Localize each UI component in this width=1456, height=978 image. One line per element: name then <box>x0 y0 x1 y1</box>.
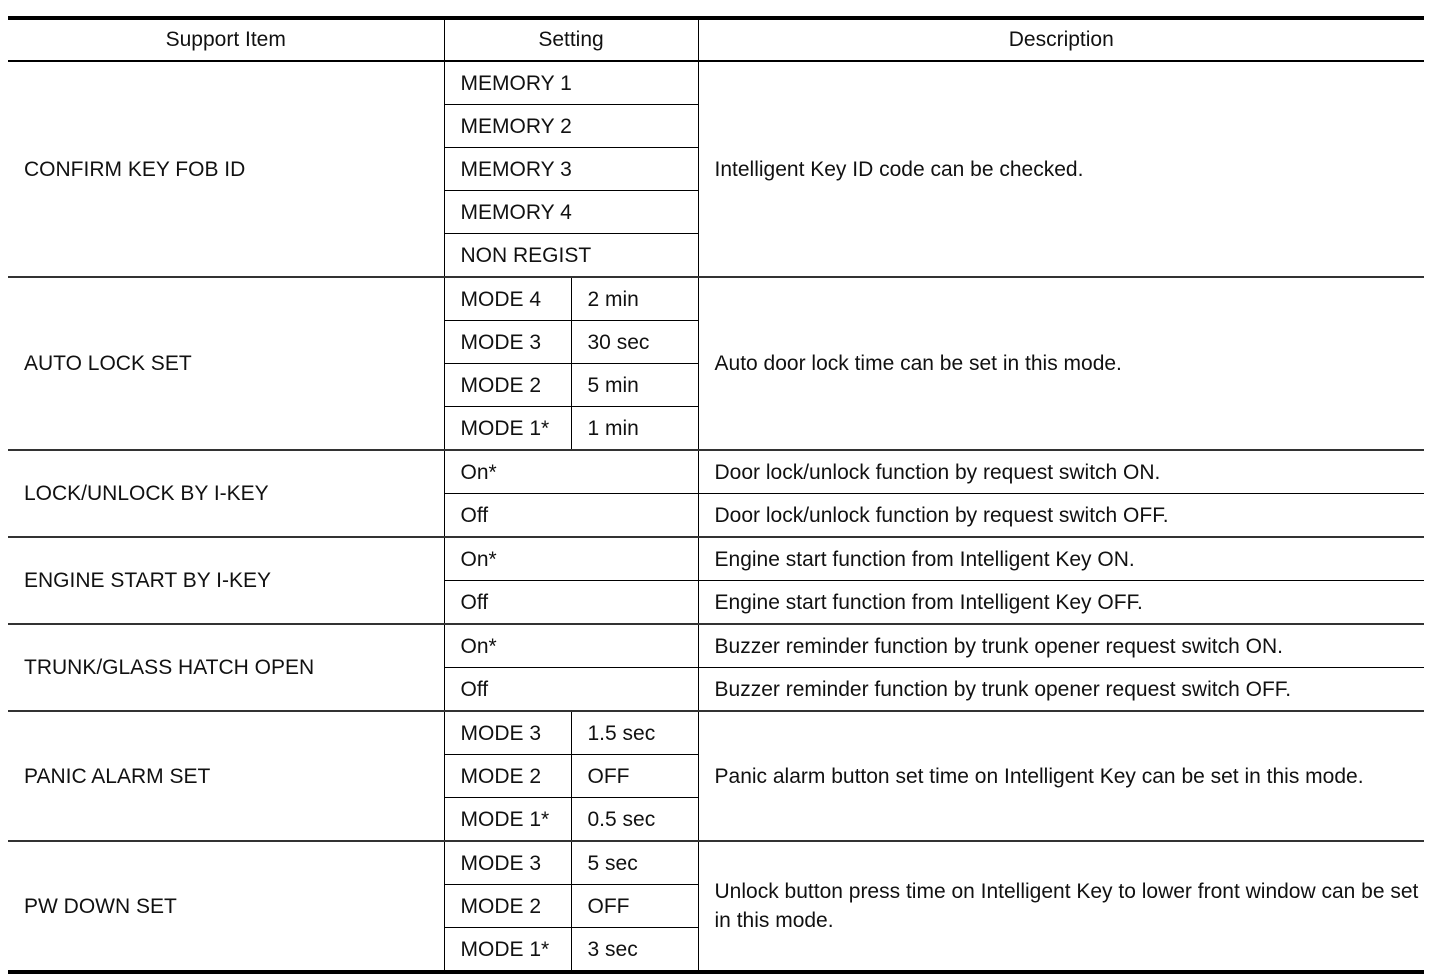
value-cell: 0.5 sec <box>571 798 698 842</box>
value-cell: OFF <box>571 885 698 928</box>
table-row <box>8 624 1424 668</box>
description-cell: Buzzer reminder function by trunk opener request switch ON. <box>698 624 1424 668</box>
description-cell: Door lock/unlock function by request switch ON. <box>698 450 1424 494</box>
mode-cell: MODE 2 <box>444 755 571 798</box>
mode-cell: MODE 3 <box>444 711 571 755</box>
setting-cell: MEMORY 1 <box>444 61 698 105</box>
description-cell: Engine start function from Intelligent Key OFF. <box>698 581 1424 625</box>
mode-cell: MODE 1* <box>444 798 571 842</box>
description-cell: Buzzer reminder function by trunk opener request switch OFF. <box>698 668 1424 712</box>
mode-cell: MODE 1* <box>444 928 571 973</box>
value-cell: 1.5 sec <box>571 711 698 755</box>
setting-cell: MEMORY 2 <box>444 105 698 148</box>
value-cell: 1 min <box>571 407 698 451</box>
setting-cell: Off <box>444 581 698 625</box>
table-row <box>8 537 1424 581</box>
mode-cell: MODE 3 <box>444 321 571 364</box>
mode-cell: MODE 2 <box>444 364 571 407</box>
setting-cell: On* <box>444 450 698 494</box>
table-row <box>8 711 1424 755</box>
header-description: Description <box>698 18 1424 61</box>
header-support-item: Support Item <box>8 18 444 61</box>
mode-cell: MODE 3 <box>444 841 571 885</box>
table-row <box>8 277 1424 321</box>
setting-cell: MEMORY 3 <box>444 148 698 191</box>
support-item-table <box>8 16 1424 974</box>
value-cell: 3 sec <box>571 928 698 973</box>
value-cell: 5 sec <box>571 841 698 885</box>
support-item-pw-down-set: PW DOWN SET <box>8 841 444 972</box>
setting-cell: On* <box>444 624 698 668</box>
table-row <box>8 450 1424 494</box>
description-cell: Panic alarm button set time on Intelligent Key can be set in this mode. <box>698 711 1424 841</box>
value-cell: OFF <box>571 755 698 798</box>
support-item-confirm-key-fob-id: CONFIRM KEY FOB ID <box>8 61 444 277</box>
description-cell: Door lock/unlock function by request switch OFF. <box>698 494 1424 538</box>
value-cell: 2 min <box>571 277 698 321</box>
table-row <box>8 841 1424 885</box>
header-setting: Setting <box>444 18 698 61</box>
setting-cell: On* <box>444 537 698 581</box>
description-cell: Engine start function from Intelligent Key ON. <box>698 537 1424 581</box>
description-cell: Auto door lock time can be set in this mode. <box>698 277 1424 450</box>
setting-cell: Off <box>444 494 698 538</box>
value-cell: 30 sec <box>571 321 698 364</box>
support-item-engine-start-by-i-key: ENGINE START BY I-KEY <box>8 537 444 624</box>
value-cell: 5 min <box>571 364 698 407</box>
support-item-trunk-glass-hatch-open: TRUNK/GLASS HATCH OPEN <box>8 624 444 711</box>
header-row <box>8 18 1424 61</box>
setting-cell: MEMORY 4 <box>444 191 698 234</box>
support-item-auto-lock-set: AUTO LOCK SET <box>8 277 444 450</box>
setting-cell: NON REGIST <box>444 234 698 278</box>
mode-cell: MODE 2 <box>444 885 571 928</box>
mode-cell: MODE 1* <box>444 407 571 451</box>
description-cell: Unlock button press time on Intelligent Key to lower front window can be set in this mode. <box>698 841 1424 972</box>
support-item-lock-unlock-by-i-key: LOCK/UNLOCK BY I-KEY <box>8 450 444 537</box>
description-cell: Intelligent Key ID code can be checked. <box>698 61 1424 277</box>
mode-cell: MODE 4 <box>444 277 571 321</box>
setting-cell: Off <box>444 668 698 712</box>
table-row <box>8 61 1424 105</box>
support-item-panic-alarm-set: PANIC ALARM SET <box>8 711 444 841</box>
